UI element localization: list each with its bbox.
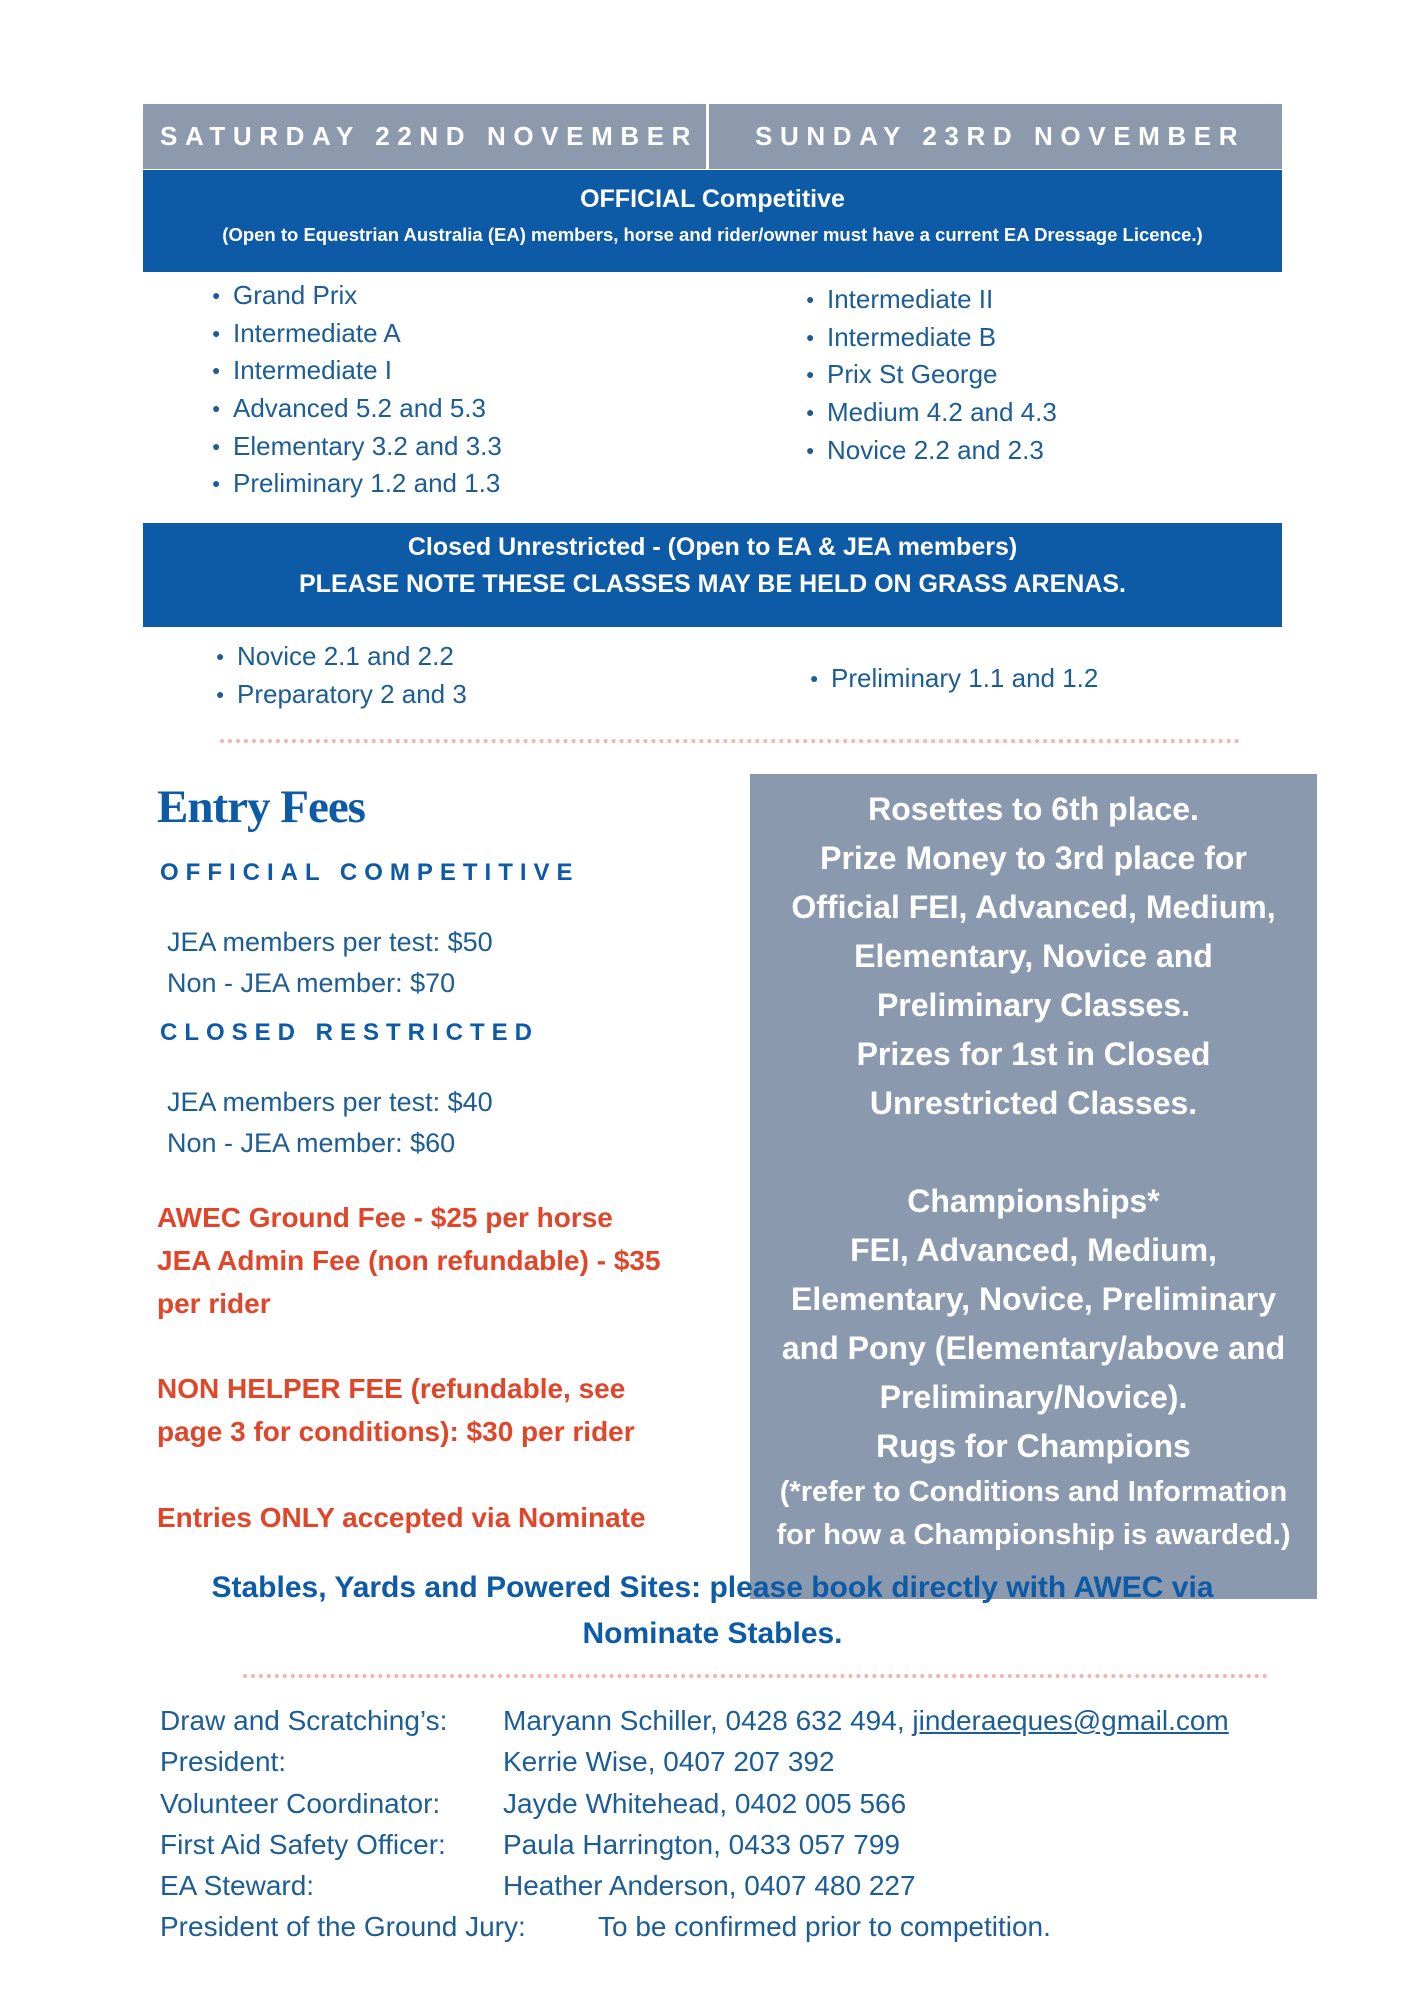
official-sunday-class-list xyxy=(806,281,1057,469)
stables-line-2: Nominate Stables. xyxy=(582,1617,843,1650)
prize-line: Unrestricted Classes. xyxy=(869,1085,1198,1121)
closed-restricted-heading: CLOSED RESTRICTED xyxy=(160,1019,540,1046)
list-item: ● Medium 4.2 and 4.3 xyxy=(827,394,1057,432)
prize-line: Prize Money to 3rd place for xyxy=(820,840,1247,876)
official-fees xyxy=(167,922,493,1004)
prize-footnote: for how a Championship is awarded.) xyxy=(776,1519,1291,1551)
contact-value: Maryann Schiller, 0428 632 494, jinderaeques@gmail.com xyxy=(503,1705,1229,1736)
prize-line: Prizes for 1st in Closed xyxy=(856,1036,1211,1072)
bullet-icon: ● xyxy=(806,328,815,345)
prize-line: Preliminary/Novice). xyxy=(879,1379,1188,1415)
championships-heading: Championships* xyxy=(907,1183,1160,1219)
prize-line: Elementary, Novice and xyxy=(854,938,1213,974)
closed-fees xyxy=(167,1082,493,1164)
bullet-icon: ● xyxy=(212,287,221,303)
bullet-icon: ● xyxy=(216,685,225,702)
helper-fee-line-2: page 3 for conditions): $30 per rider xyxy=(157,1416,635,1447)
prize-spacer xyxy=(750,1128,1317,1177)
bullet-icon: ● xyxy=(212,324,221,341)
entries-note: Entries ONLY accepted via Nominate xyxy=(157,1502,646,1533)
bullet-icon: ● xyxy=(810,670,819,686)
prize-line: Elementary, Novice, Preliminary xyxy=(791,1281,1276,1317)
closed-saturday-class-list xyxy=(216,638,467,713)
contact-label: EA Steward: xyxy=(160,1870,315,1902)
bullet-icon: ● xyxy=(806,291,815,307)
entry-fees-title: Entry Fees xyxy=(157,781,365,833)
fee-line: Non - JEA member: $70 xyxy=(167,968,456,998)
official-competitive-banner xyxy=(143,170,1282,272)
helper-fee-line-1: NON HELPER FEE (refundable, see xyxy=(157,1373,626,1404)
list-item: ● Grand Prix xyxy=(233,277,502,315)
contact-value: Kerrie Wise, 0407 207 392 xyxy=(503,1746,835,1778)
section-divider xyxy=(243,1674,1268,1678)
fee-line: JEA members per test: $40 xyxy=(167,1087,493,1117)
official-title: OFFICIAL Competitive xyxy=(580,185,845,213)
bullet-icon: ● xyxy=(806,404,815,421)
official-competitive-heading: OFFICIAL COMPETITIVE xyxy=(160,859,580,886)
contact-value: Jayde Whitehead, 0402 005 566 xyxy=(503,1787,907,1819)
official-subtitle: (Open to Equestrian Australia (EA) members, horse and rider/owner must have a current EA Dressage Licence.) xyxy=(222,224,1203,245)
closed-note: PLEASE NOTE THESE CLASSES MAY BE HELD ON GRASS ARENAS. xyxy=(299,570,1126,598)
closed-sunday-class-list xyxy=(810,660,1099,698)
list-item: ● Novice 2.2 and 2.3 xyxy=(827,432,1057,470)
saturday-heading: SATURDAY 22ND NOVEMBER xyxy=(160,121,699,151)
bullet-icon: ● xyxy=(212,475,221,492)
bullet-icon: ● xyxy=(216,648,225,664)
contact-value: Paula Harrington, 0433 057 799 xyxy=(503,1828,900,1860)
list-item: ● Intermediate II xyxy=(827,281,1057,319)
bullet-icon: ● xyxy=(212,362,221,379)
prizes-panel xyxy=(750,774,1317,1599)
list-item: ● Elementary 3.2 and 3.3 xyxy=(233,428,502,466)
list-item: ● Preliminary 1.1 and 1.2 xyxy=(831,660,1098,698)
bullet-icon: ● xyxy=(212,437,221,454)
closed-unrestricted-banner xyxy=(143,523,1282,627)
bullet-icon: ● xyxy=(806,366,815,383)
prize-footnote: (*refer to Conditions and Information xyxy=(779,1476,1288,1508)
contact-label: President: xyxy=(160,1746,287,1778)
day-header-band xyxy=(143,104,1282,169)
prize-line: Preliminary Classes. xyxy=(876,987,1191,1023)
admin-fee-line-2: per rider xyxy=(157,1288,271,1319)
additional-fees xyxy=(157,1196,661,1325)
prize-line: Official FEI, Advanced, Medium, xyxy=(791,889,1276,925)
fee-line: Non - JEA member: $60 xyxy=(167,1128,456,1158)
prize-line: Rosettes to 6th place. xyxy=(868,791,1199,827)
list-item: ● Intermediate A xyxy=(233,315,502,353)
contact-label: President of the Ground Jury: xyxy=(160,1911,526,1943)
sunday-heading: SUNDAY 23RD NOVEMBER xyxy=(755,121,1246,151)
non-helper-fee xyxy=(157,1367,635,1453)
bullet-icon: ● xyxy=(212,400,221,417)
bullet-icon: ● xyxy=(806,441,815,458)
list-item: ● Novice 2.1 and 2.2 xyxy=(237,638,467,676)
list-item: ● Advanced 5.2 and 5.3 xyxy=(233,390,502,428)
contact-label: First Aid Safety Officer: xyxy=(160,1828,446,1860)
fee-line: JEA members per test: $50 xyxy=(167,927,493,957)
list-item: ● Preparatory 2 and 3 xyxy=(237,676,467,714)
prize-line: FEI, Advanced, Medium, xyxy=(850,1232,1217,1268)
stables-line-1: Stables, Yards and Powered Sites: please book directly with AWEC via xyxy=(211,1571,1214,1604)
prize-line: and Pony (Elementary/above and xyxy=(781,1330,1286,1366)
day-divider xyxy=(706,104,709,169)
section-divider xyxy=(220,739,1240,743)
admin-fee-line-1: JEA Admin Fee (non refundable) - $35 xyxy=(157,1245,661,1276)
stables-note xyxy=(143,1565,1282,1657)
list-item: ● Intermediate B xyxy=(827,319,1057,357)
contact-label: Volunteer Coordinator: xyxy=(160,1787,441,1819)
prize-line: Rugs for Champions xyxy=(876,1428,1191,1464)
contact-value: To be confirmed prior to competition. xyxy=(598,1911,1051,1943)
ground-fee: AWEC Ground Fee - $25 per horse xyxy=(157,1202,613,1233)
list-item: ● Intermediate I xyxy=(233,352,502,390)
closed-title: Closed Unrestricted - (Open to EA & JEA members) xyxy=(407,533,1018,561)
official-saturday-class-list xyxy=(212,277,502,503)
list-item: ● Preliminary 1.2 and 1.3 xyxy=(233,465,502,503)
email-link[interactable]: jinderaeques@gmail.com xyxy=(912,1705,1229,1736)
list-item: ● Prix St George xyxy=(827,356,1057,394)
contact-label: Draw and Scratching’s: xyxy=(160,1705,448,1736)
contact-value: Heather Anderson, 0407 480 227 xyxy=(503,1870,916,1902)
